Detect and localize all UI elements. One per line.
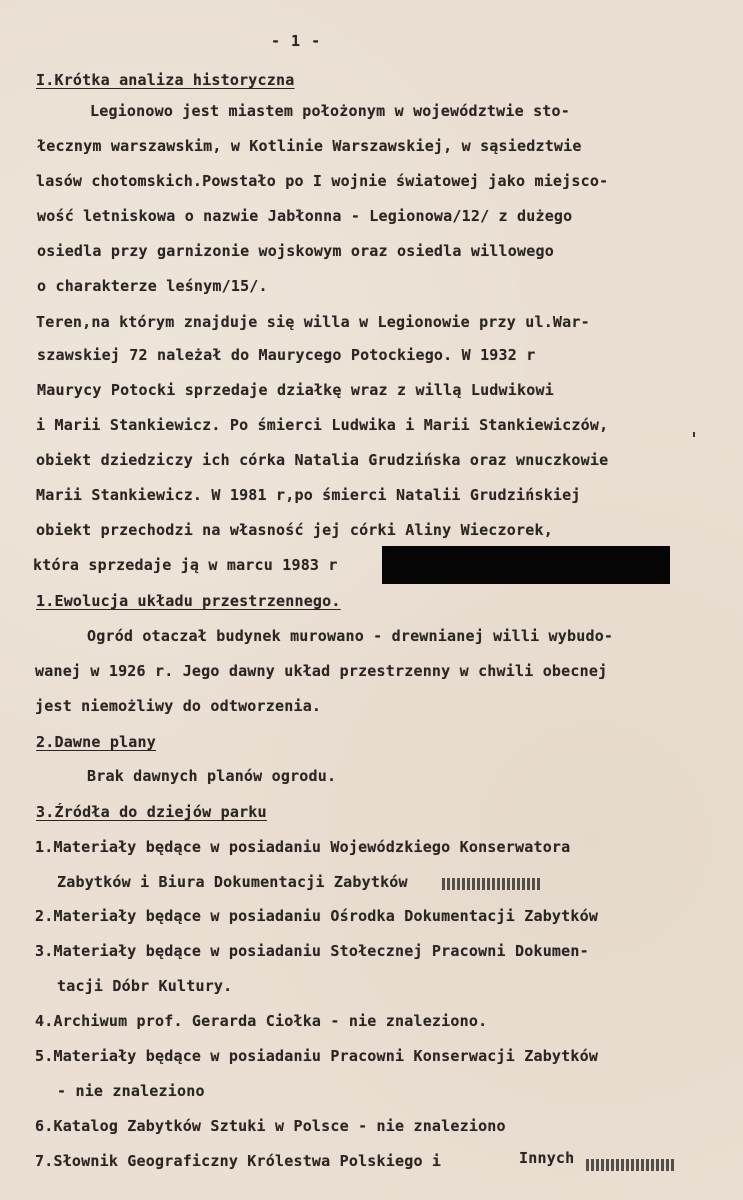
strikeout-mark <box>586 1159 674 1171</box>
source-item-2: 2.Materiały będące w posiadaniu Ośrodka Dokumentacji Zabytków <box>35 907 599 925</box>
paragraph-2-line-7: obiekt przechodzi na własność jej córki Aliny Wieczorek, <box>36 521 553 539</box>
source-item-5-continuation: - nie znaleziono <box>57 1082 205 1100</box>
paragraph-2-line-6: Marii Stankiewicz. W 1981 r,po śmierci Natalii Grudzińskiej <box>36 486 581 504</box>
subsection-2-title: 2.Dawne plany <box>36 733 156 751</box>
source-item-4: 4.Archiwum prof. Gerarda Ciołka - nie znaleziono. <box>35 1012 488 1030</box>
paragraph-1-line-3: lasów chotomskich.Powstało po I wojnie światowej jako miejsco- <box>36 172 609 190</box>
paragraph-1-line-4: wość letniskowa o nazwie Jabłonna - Legionowa/12/ z dużego <box>37 207 573 225</box>
source-item-3-continuation: tacji Dóbr Kultury. <box>57 977 233 995</box>
paragraph-1-line-5: osiedla przy garnizonie wojskowym oraz osiedla willowego <box>37 242 554 260</box>
subsection-1-line-1: Ogród otaczał budynek murowano - drewnianej willi wybudo- <box>87 627 614 645</box>
paragraph-2-line-4: i Marii Stankiewicz. Po śmierci Ludwika i Marii Stankiewiczów, <box>36 416 609 434</box>
paragraph-1-line-2: łecznym warszawskim, w Kotlinie Warszawskiej, w sąsiedztwie <box>37 137 582 155</box>
source-item-1-continuation: Zabytków i Biura Dokumentacji Zabytków <box>57 873 408 891</box>
section-title: I.Krótka analiza historyczna <box>36 71 295 89</box>
paragraph-2-line-2: szawskiej 72 należał do Maurycego Potockiego. W 1932 r <box>37 346 536 364</box>
paragraph-2-line-1: Teren,na którym znajduje się willa w Legionowie przy ul.War- <box>36 313 590 331</box>
subsection-2-text: Brak dawnych planów ogrodu. <box>87 767 337 785</box>
subsection-1-line-3: jest niemożliwy do odtworzenia. <box>35 697 322 715</box>
subsection-1-line-2: wanej w 1926 r. Jego dawny układ przestrzenny w chwili obecnej <box>35 662 608 680</box>
page-number: - 1 - <box>271 32 322 50</box>
source-item-5: 5.Materiały będące w posiadaniu Pracowni Konserwacji Zabytków <box>35 1047 599 1065</box>
paragraph-2-line-5: obiekt dziedziczy ich córka Natalia Grudzińska oraz wnuczkowie <box>36 451 609 469</box>
source-item-1: 1.Materiały będące w posiadaniu Wojewódzkiego Konserwatora <box>35 838 571 856</box>
source-item-7-continuation: Innych <box>519 1149 575 1167</box>
subsection-3-title: 3.Źródła do dziejów parku <box>36 803 267 821</box>
strikeout-mark <box>442 878 542 890</box>
redaction-block <box>382 546 670 584</box>
paragraph-1-line-1: Legionowo jest miastem położonym w województwie sto- <box>90 102 570 120</box>
source-item-3: 3.Materiały będące w posiadaniu Stołecznej Pracowni Dokumen- <box>35 942 589 960</box>
paragraph-2-line-8: która sprzedaje ją w marcu 1983 r <box>33 556 338 574</box>
subsection-1-title: 1.Ewolucja układu przestrzennego. <box>36 592 341 610</box>
paragraph-1-line-6: o charakterze leśnym/15/. <box>37 277 268 295</box>
ink-mark <box>693 432 695 437</box>
source-item-6: 6.Katalog Zabytków Sztuki w Polsce - nie znaleziono <box>35 1117 506 1135</box>
source-item-7: 7.Słownik Geograficzny Królestwa Polskiego i <box>35 1152 442 1170</box>
paragraph-2-line-3: Maurycy Potocki sprzedaje działkę wraz z willą Ludwikowi <box>37 381 554 399</box>
